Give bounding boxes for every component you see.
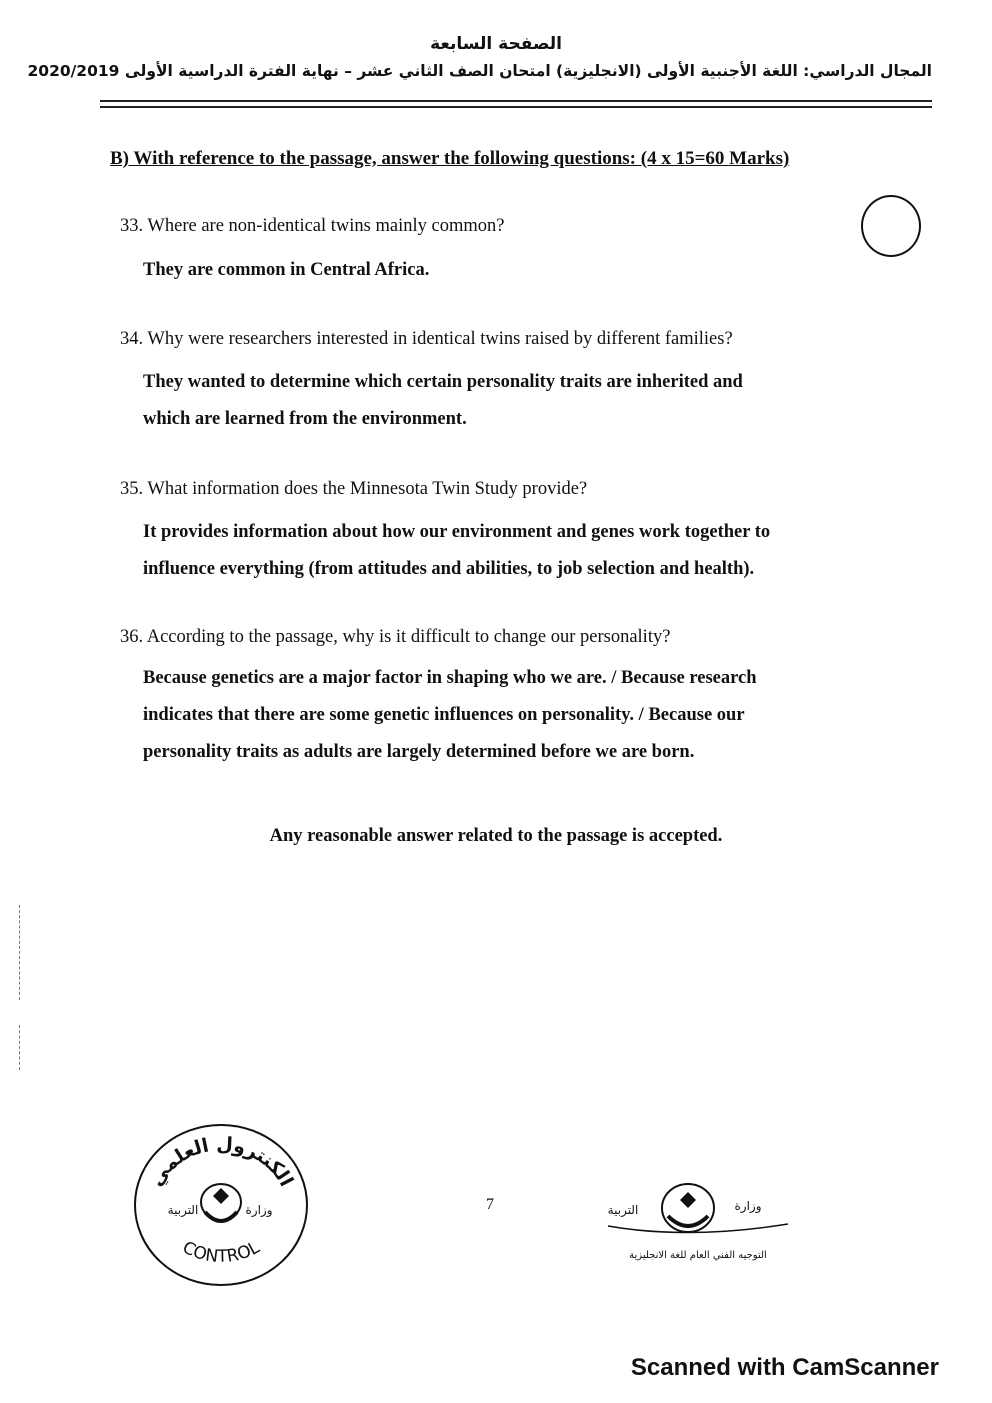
emblem-icon xyxy=(662,1184,714,1232)
page-number: 7 xyxy=(486,1196,494,1213)
header-rule-top xyxy=(100,100,932,102)
question-36: 36. According to the passage, why is it difficult to change our personality? xyxy=(120,627,671,647)
scan-margin-mark xyxy=(19,1025,20,1070)
answer-35-line-2: influence everything (from attitudes and abilities, to job selection and health). xyxy=(143,559,755,579)
control-stamp-right-text: وزارة xyxy=(245,1203,273,1217)
ministry-stamp-right-text: وزارة xyxy=(734,1199,762,1213)
ministry-stamp xyxy=(588,1180,806,1270)
section-title: B) With reference to the passage, answer the following questions: (4 x 15=60 Marks) xyxy=(110,148,790,169)
grading-note: Any reasonable answer related to the passage is accepted. xyxy=(269,826,723,846)
exam-subject-line: المجال الدراسي: اللغة الأجنبية الأولى (الانجليزية) امتحان الصف الثاني عشر – نهاية الفترة الدراسية الأولى 2020/2019 xyxy=(27,62,932,80)
control-stamp-top-text: الكنترول العلمي xyxy=(145,1133,298,1191)
ministry-stamp-caption: التوجيه الفني العام للغة الانجليزية xyxy=(629,1250,767,1261)
answer-36-line-3: personality traits as adults are largely determined before we are born. xyxy=(143,742,695,762)
control-stamp-left-text: التربية xyxy=(167,1203,199,1217)
ministry-stamp-left-text: التربية xyxy=(607,1203,639,1217)
question-33: 33. Where are non-identical twins mainly common? xyxy=(120,216,505,236)
answer-34-line-2: which are learned from the environment. xyxy=(143,409,467,429)
answer-36-line-1: Because genetics are a major factor in shaping who we are. / Because research xyxy=(143,668,757,688)
control-stamp-bottom-text: CONTROL xyxy=(179,1237,263,1267)
answer-34-line-1: They wanted to determine which certain personality traits are inherited and xyxy=(143,372,743,392)
answer-34 xyxy=(143,364,903,438)
answer-36-line-2: indicates that there are some genetic influences on personality. / Because our xyxy=(143,705,745,725)
answer-33-line-1: They are common in Central Africa. xyxy=(143,260,430,280)
question-35: 35. What information does the Minnesota Twin Study provide? xyxy=(120,479,588,499)
scanner-watermark: Scanned with CamScanner xyxy=(630,1354,939,1381)
answer-36 xyxy=(143,660,903,771)
scan-margin-mark xyxy=(19,905,20,1000)
page-title-arabic: الصفحة السابعة xyxy=(430,34,562,54)
answer-35-line-1: It provides information about how our environment and genes work together to xyxy=(143,522,771,542)
grade-circle xyxy=(861,195,921,257)
question-34: 34. Why were researchers interested in identical twins raised by different families? xyxy=(120,329,733,349)
answer-33 xyxy=(143,252,903,289)
answer-35 xyxy=(143,514,903,588)
header-rule-bottom xyxy=(100,106,932,108)
